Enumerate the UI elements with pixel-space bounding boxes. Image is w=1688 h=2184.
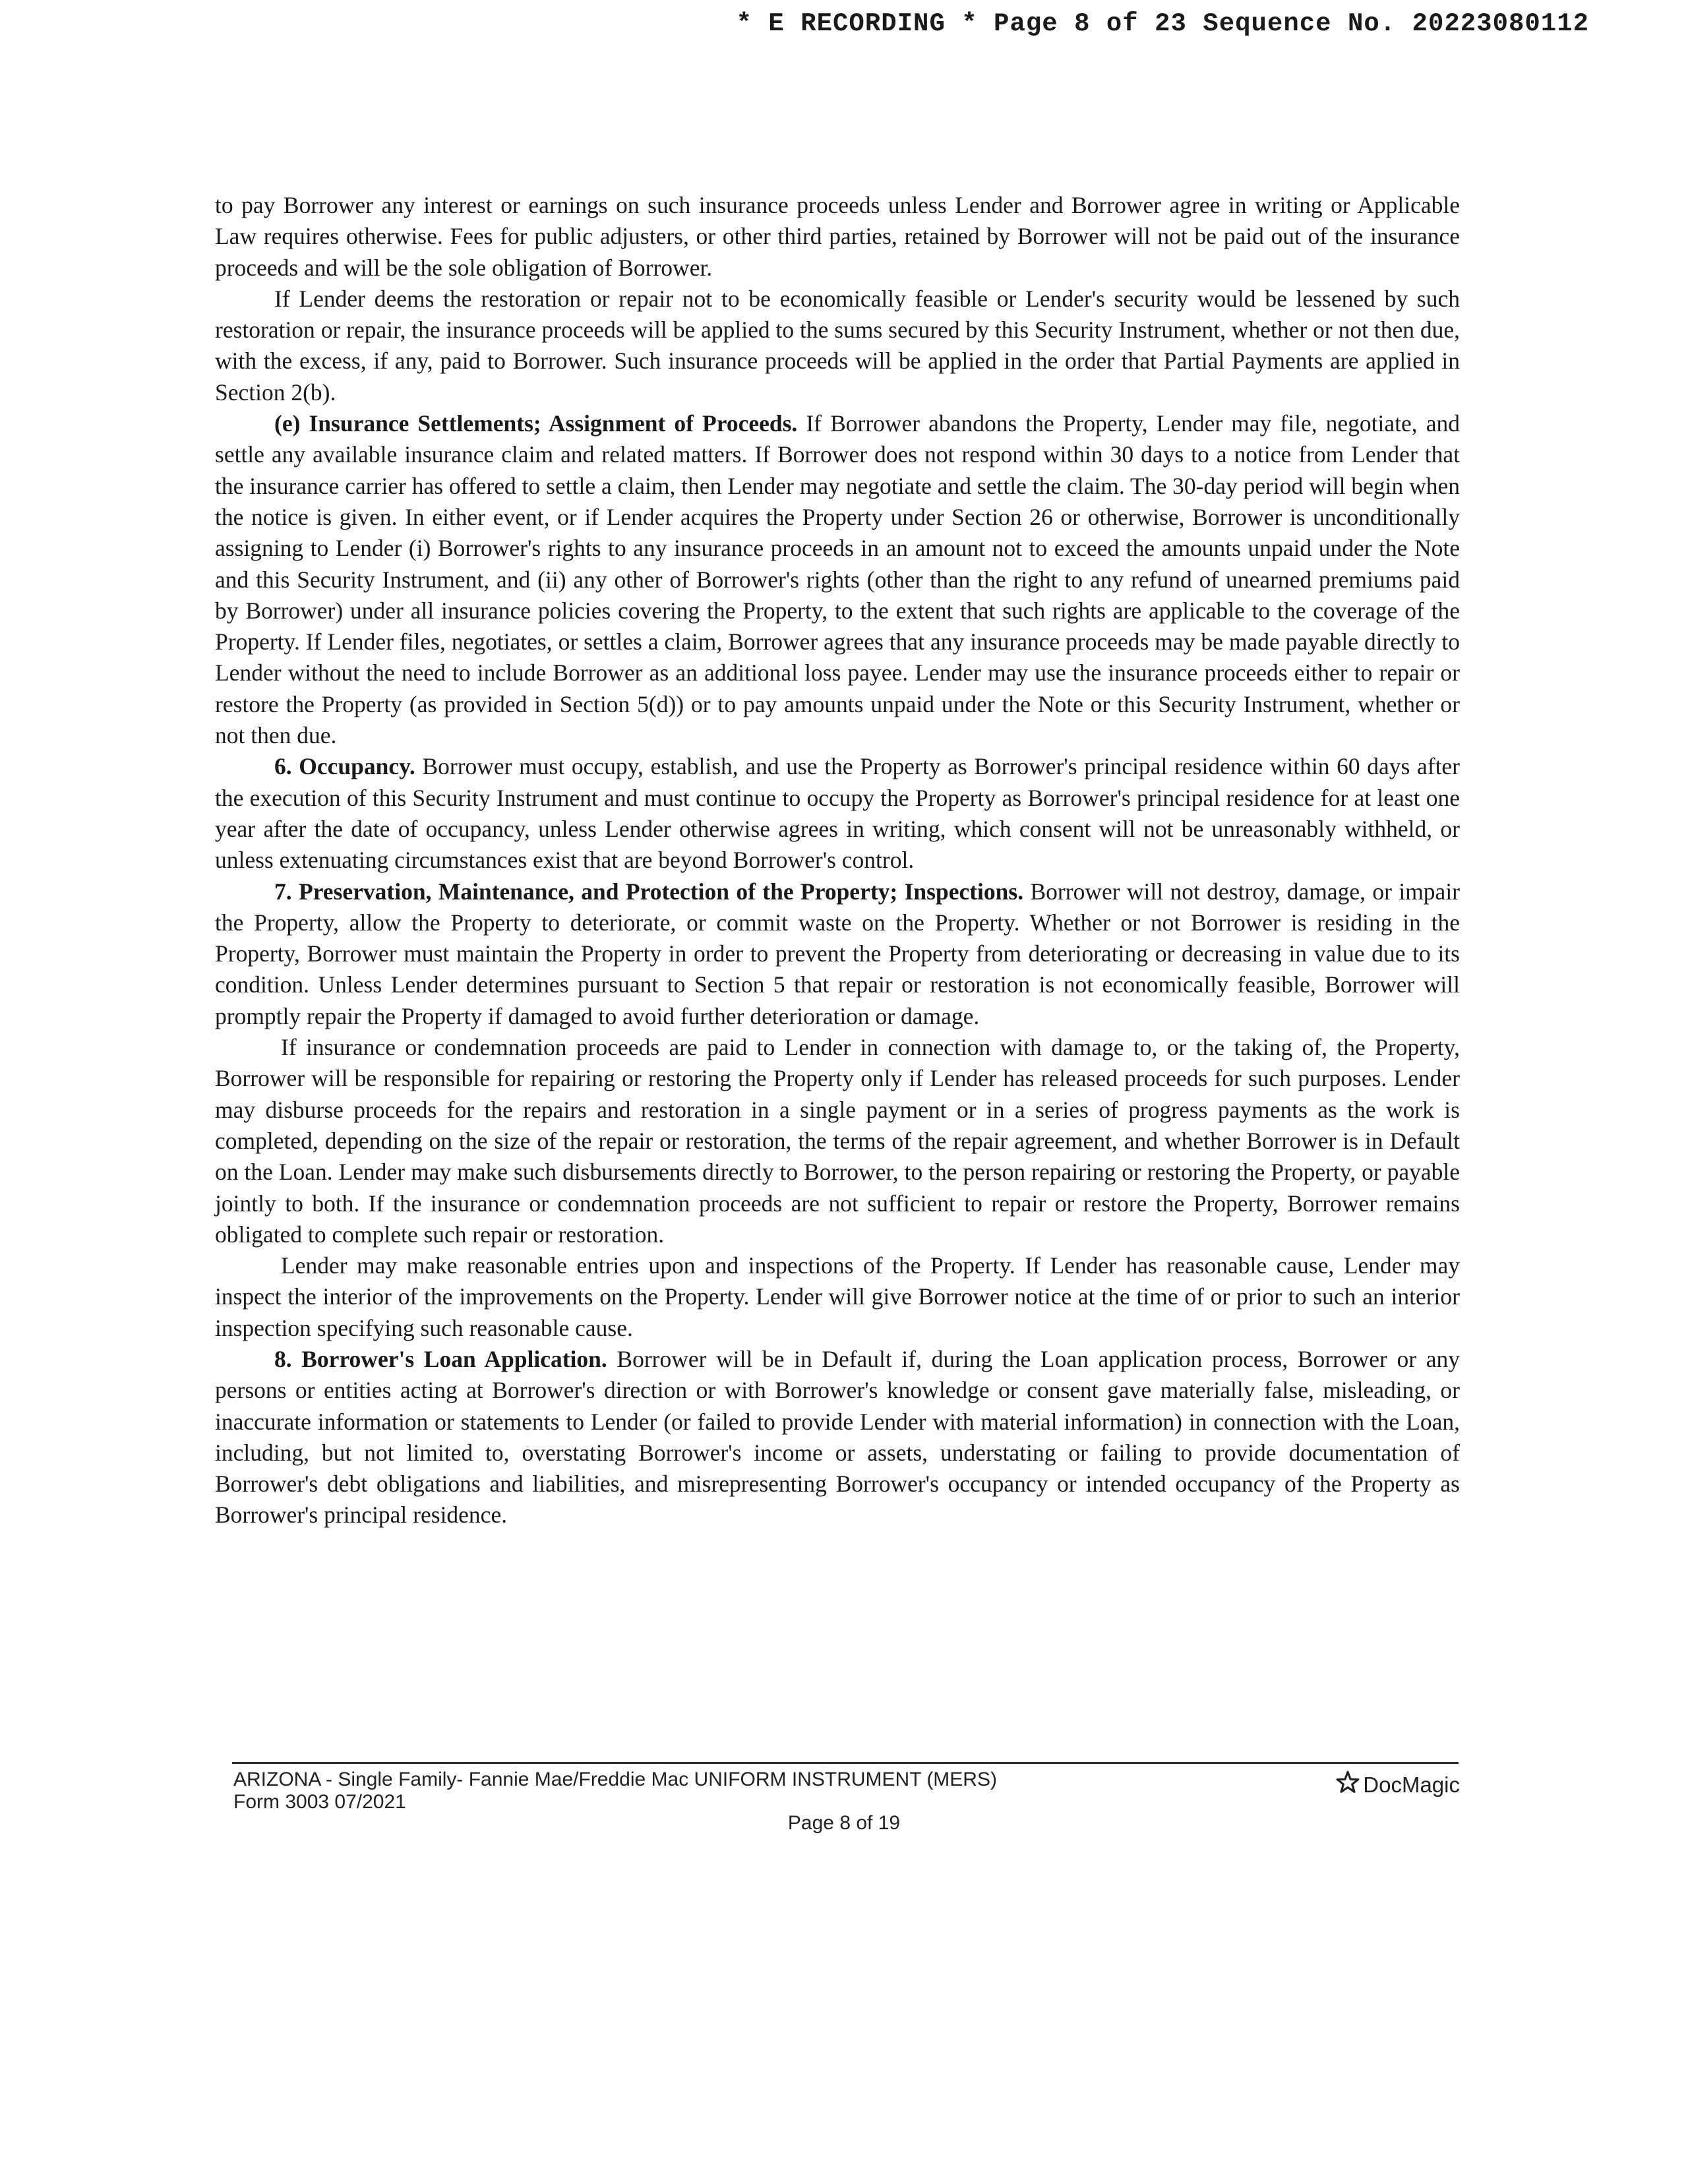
heading-occupancy: 6. Occupancy.: [274, 753, 415, 780]
footer-form-title: ARIZONA - Single Family- Fannie Mae/Freddie Mac UNIFORM INSTRUMENT (MERS): [233, 1769, 997, 1790]
footer-brand-name: DocMagic: [1363, 1773, 1460, 1797]
footer-form-info: [233, 1769, 997, 1813]
paragraph-restoration-not-feasible: If Lender deems the restoration or repair not to be economically feasible or Lender's security would be lessened by such restoration or repair, the insurance proceeds will be applied to the sums secured by this Security Instrument, whether or not then due, with the excess, if any, paid to Borrower. Such insurance proceeds will be applied in the order that Partial Payments are applied in Section 2(b).: [215, 285, 1460, 406]
paragraph-condemnation-proceeds: If insurance or condemnation proceeds are paid to Lender in connection with damage to, or the taking of, the Property, Borrower will be responsible for repairing or restoring the Property only if Lender has released proceeds for such purposes. Lender may disburse proceeds for the repairs and restoration in a single payment or in a series of progress payments as the work is completed, depending on the size of the repair or restoration, the terms of the repair agreement, and whether Borrower is in Default on the Loan. Lender may make such disbursements directly to Borrower, to the person repairing or restoring the Property, or payable jointly to both. If the insurance or condemnation proceeds are not sufficient to repair or restore the Property, Borrower remains obligated to complete such repair or restoration.: [215, 1034, 1460, 1248]
footer-brand: [1335, 1770, 1460, 1800]
paragraph-loan-application: [215, 1344, 1460, 1531]
text-occupancy: Borrower must occupy, establish, and use the Property as Borrower's principal residence within 60 days after the execution of this Security Instrument and must continue to occupy the Property as Borrower's principal residence for at least one year after the date of occupancy, unless Lender otherwise agrees in writing, which consent will not be unreasonably withheld, or unless extenuating circumstances exist that are beyond Borrower's control.: [215, 753, 1461, 874]
paragraph-inspections: Lender may make reasonable entries upon and inspections of the Property. If Lender has reasonable cause, Lender may inspect the interior of the improvements on the Property. Lender will give Borrower notice at the time of or prior to such an interior inspection specifying such reasonable cause.: [215, 1252, 1460, 1341]
heading-loan-application: 8. Borrower's Loan Application.: [274, 1345, 607, 1372]
paragraph-occupancy: [215, 751, 1460, 876]
recording-header: * E RECORDING * Page 8 of 23 Sequence No. 20223080112: [736, 9, 1589, 38]
footer-form-number: Form 3003 07/2021: [233, 1791, 406, 1813]
heading-insurance-settlements: (e) Insurance Settlements; Assignment of Proceeds.: [274, 410, 798, 437]
heading-preservation: 7. Preservation, Maintenance, and Protection of the Property; Inspections.: [274, 878, 1024, 905]
star-icon: [1335, 1770, 1360, 1800]
text-insurance-settlements: If Borrower abandons the Property, Lender may file, negotiate, and settle any available insurance claim and related matters. If Borrower does not respond within 30 days to a notice from Lender that the insurance carrier has offered to settle a claim, then Lender may negotiate and settle the claim. The 30-day period will begin when the notice is given. In either event, or if Lender acquires the Property under Section 26 or otherwise, Borrower is unconditionally assigning to Lender (i) Borrower's rights to any insurance proceeds in an amount not to exceed the amounts unpaid under the Note and this Security Instrument, and (ii) any other of Borrower's rights (other than the right to any refund of unearned premiums paid by Borrower) under all insurance policies covering the Property, to the extent that such rights are applicable to the coverage of the Property. If Lender files, negotiates, or settles a claim, Borrower agrees that any insurance proceeds may be made payable directly to Lender without the need to include Borrower as an additional loss payee. Lender may use the insurance proceeds either to repair or restore the Property (as provided in Section 5(d)) or to pay amounts unpaid under the Note or this Security Instrument, whether or not then due.: [215, 410, 1460, 749]
footer-page-number: Page 8 of 19: [787, 1812, 901, 1834]
paragraph-insurance-proceeds-continued: to pay Borrower any interest or earnings on such insurance proceeds unless Lender and Borrower agree in writing or Applicable Law requires otherwise. Fees for public adjusters, or other third parties, retained by Borrower will not be paid out of the insurance proceeds and will be the sole obligation of Borrower.: [215, 192, 1460, 281]
document-body: [215, 190, 1460, 1531]
footer-divider: [232, 1762, 1459, 1764]
text-loan-application: Borrower will be in Default if, during the Loan application process, Borrower or any persons or entities acting at Borrower's direction or with Borrower's knowledge or consent gave materially false, misleading, or inaccurate information or statements to Lender (or failed to provide Lender with material information) in connection with the Loan, including, but not limited to, overstating Borrower's income or assets, understating or failing to provide documentation of Borrower's debt obligations and liabilities, and misrepresenting Borrower's occupancy or intended occupancy of the Property as Borrower's principal residence.: [215, 1345, 1460, 1529]
paragraph-preservation: [215, 876, 1460, 1032]
text-preservation: Borrower will not destroy, damage, or impair the Property, allow the Property to deteriorate, or commit waste on the Property. Whether or not Borrower is residing in the Property, Borrower must maintain the Property in order to prevent the Property from deteriorating or decreasing in value due to its condition. Unless Lender determines pursuant to Section 5 that repair or restoration is not economically feasible, Borrower will promptly repair the Property if damaged to avoid further deterioration or damage.: [215, 878, 1460, 1029]
paragraph-insurance-settlements: [215, 408, 1460, 751]
